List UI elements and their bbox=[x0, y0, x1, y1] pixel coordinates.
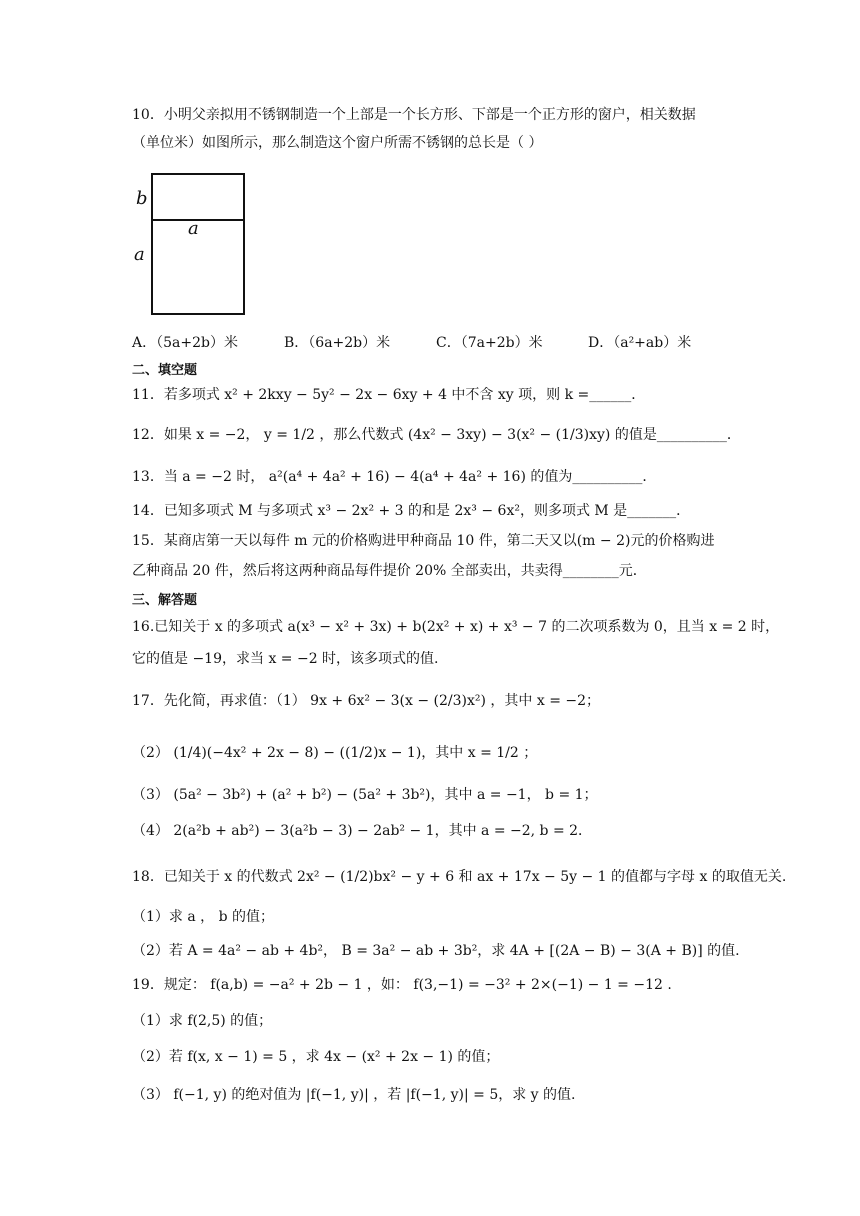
q17-part2: （2） (1/4)(−4x² + 2x − 8) − ((1/2)x − 1)，其中 x = 1/2 ； bbox=[132, 745, 538, 761]
q17-part3: （3） (5a² − 3b²) + (a² + b²) − (5a² + 3b²)，其中 a = −1， b = 1； bbox=[132, 787, 598, 803]
q19-line1: 19．规定： f(a,b) = −a² + 2b − 1 ，如： f(3,−1) = −3² + 2×(−1) − 1 = −12 . bbox=[132, 977, 672, 993]
option-b[interactable]: B．（6a+2b）米 bbox=[284, 335, 391, 351]
q11: 11．若多项式 x² + 2kxy − 5y² − 2x − 6xy + 4 中不含 xy 项，则 k =______． bbox=[132, 387, 646, 403]
q10-line1: 10．小明父亲拟用不锈钢制造一个上部是一个长方形、下部是一个正方形的窗户，相关数据 bbox=[132, 107, 696, 123]
q10-options bbox=[132, 332, 772, 352]
q17-part1: 17．先化简，再求值：（1） 9x + 6x² − 3(x − (2/3)x²) ，其中 x = −2； bbox=[132, 693, 601, 709]
window-frame bbox=[152, 174, 244, 314]
q18-part2: （2）若 A = 4a² − ab + 4b²， B = 3a² − ab + 3b²，求 4A + [(2A − B) − 3(A + B)] 的值. bbox=[132, 943, 740, 959]
q15-line2: 乙种商品 20 件，然后将这两种商品每件提价 20% 全部卖出，共卖得________元． bbox=[132, 563, 647, 579]
q14: 14．已知多项式 M 与多项式 x³ − 2x² + 3 的和是 2x³ − 6x²，则多项式 M 是_______． bbox=[132, 503, 691, 519]
window-diagram bbox=[132, 168, 252, 318]
window-figure bbox=[132, 168, 252, 318]
q19-part1: （1）求 f(2,5) 的值； bbox=[132, 1013, 273, 1029]
q16-line2: 它的值是 −19，求当 x = −2 时，该多项式的值. bbox=[132, 651, 439, 667]
q18-line1: 18．已知关于 x 的代数式 2x² − (1/2)bx² − y + 6 和 ax + 17x − 5y − 1 的值都与字母 x 的取值无关. bbox=[132, 869, 787, 885]
q15-line1: 15．某商店第一天以每件 m 元的价格购进甲种商品 10 件，第二天又以(m − 2)元的价格购进 bbox=[132, 533, 715, 549]
section-answer: 三、解答题 bbox=[132, 593, 198, 608]
label-b: b bbox=[136, 188, 148, 209]
label-a-side: a bbox=[134, 244, 145, 265]
q10-line2: （单位米）如图所示，那么制造这个窗户所需不锈钢的总长是（ ） bbox=[132, 135, 543, 151]
section-fill-blank: 二、填空题 bbox=[132, 363, 198, 378]
option-d[interactable]: D．（a²+ab）米 bbox=[588, 335, 692, 351]
label-a-inner: a bbox=[188, 218, 199, 239]
q12: 12．如果 x = −2， y = 1/2 ，那么代数式 (4x² − 3xy) − 3(x² − (1/3)xy) 的值是__________． bbox=[132, 427, 741, 443]
q13: 13．当 a = −2 时， a²(a⁴ + 4a² + 16) − 4(a⁴ + 4a² + 16) 的值为__________． bbox=[132, 469, 657, 485]
q17-part4: （4） 2(a²b + ab²) − 3(a²b − 3) − 2ab² − 1，其中 a = −2, b = 2． bbox=[132, 823, 593, 839]
q16-line1: 16.已知关于 x 的多项式 a(x³ − x² + 3x) + b(2x² + x) + x³ − 7 的二次项系数为 0，且当 x = 2 时， bbox=[132, 619, 780, 635]
option-a[interactable]: A．（5a+2b）米 bbox=[132, 335, 238, 351]
q18-part1: （1）求 a ， b 的值； bbox=[132, 909, 275, 925]
option-c[interactable]: C．（7a+2b）米 bbox=[436, 335, 543, 351]
q19-part3: （3） f(−1, y) 的绝对值为 |f(−1, y)| ，若 |f(−1, y)| = 5，求 y 的值. bbox=[132, 1087, 576, 1103]
q19-part2: （2）若 f(x, x − 1) = 5 ，求 4x − (x² + 2x − 1) 的值； bbox=[132, 1049, 500, 1065]
